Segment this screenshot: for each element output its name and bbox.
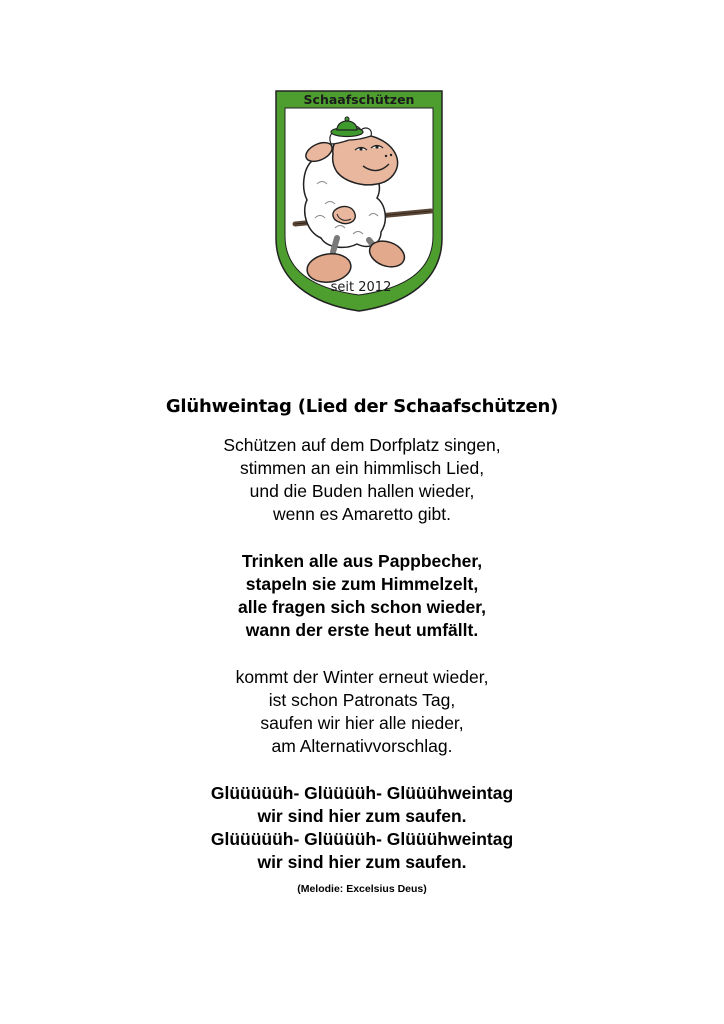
page-title: Glühweintag (Lied der Schaafschützen) (165, 396, 559, 417)
lyric-line: wir sind hier zum saufen. (257, 852, 467, 872)
lyric-line: ist schon Patronats Tag, (268, 690, 456, 710)
logo-banner-text: Schaafschützen (303, 92, 415, 107)
lyric-line: Glüüüüüh- Glüüüüh- Glüüühweintag (210, 829, 514, 849)
stanza-1 (0, 434, 724, 526)
club-logo (273, 88, 445, 314)
song-lyrics (0, 434, 724, 898)
lyric-line: und die Buden hallen wieder, (249, 481, 475, 501)
lyric-line: wir sind hier zum saufen. (257, 806, 467, 826)
lyric-line: Glüüüüüh- Glüüüüh- Glüüühweintag (210, 783, 514, 803)
lyric-line: kommt der Winter erneut wieder, (235, 667, 489, 687)
melody-credit: (Melodie: Excelsius Deus) (297, 883, 427, 895)
stanza-2 (0, 550, 724, 642)
lyric-line: alle fragen sich schon wieder, (237, 597, 486, 617)
lyric-line: stapeln sie zum Himmelzelt, (245, 574, 479, 594)
lyric-line: Schützen auf dem Dorfplatz singen, (223, 435, 501, 455)
lyric-line: Trinken alle aus Pappbecher, (241, 551, 483, 571)
lyric-line: wann der erste heut umfällt. (245, 620, 479, 640)
lyric-line: stimmen an ein himmlisch Lied, (239, 458, 485, 478)
sheep-crest-icon (273, 88, 445, 314)
stanza-4-refrain (0, 782, 724, 874)
stanza-3 (0, 666, 724, 758)
lyric-line: am Alternativvorschlag. (271, 736, 453, 756)
lyric-line: saufen wir hier alle nieder, (260, 713, 464, 733)
logo-footer-text: seit 2012 (330, 280, 392, 295)
lyric-line: wenn es Amaretto gibt. (272, 504, 452, 524)
